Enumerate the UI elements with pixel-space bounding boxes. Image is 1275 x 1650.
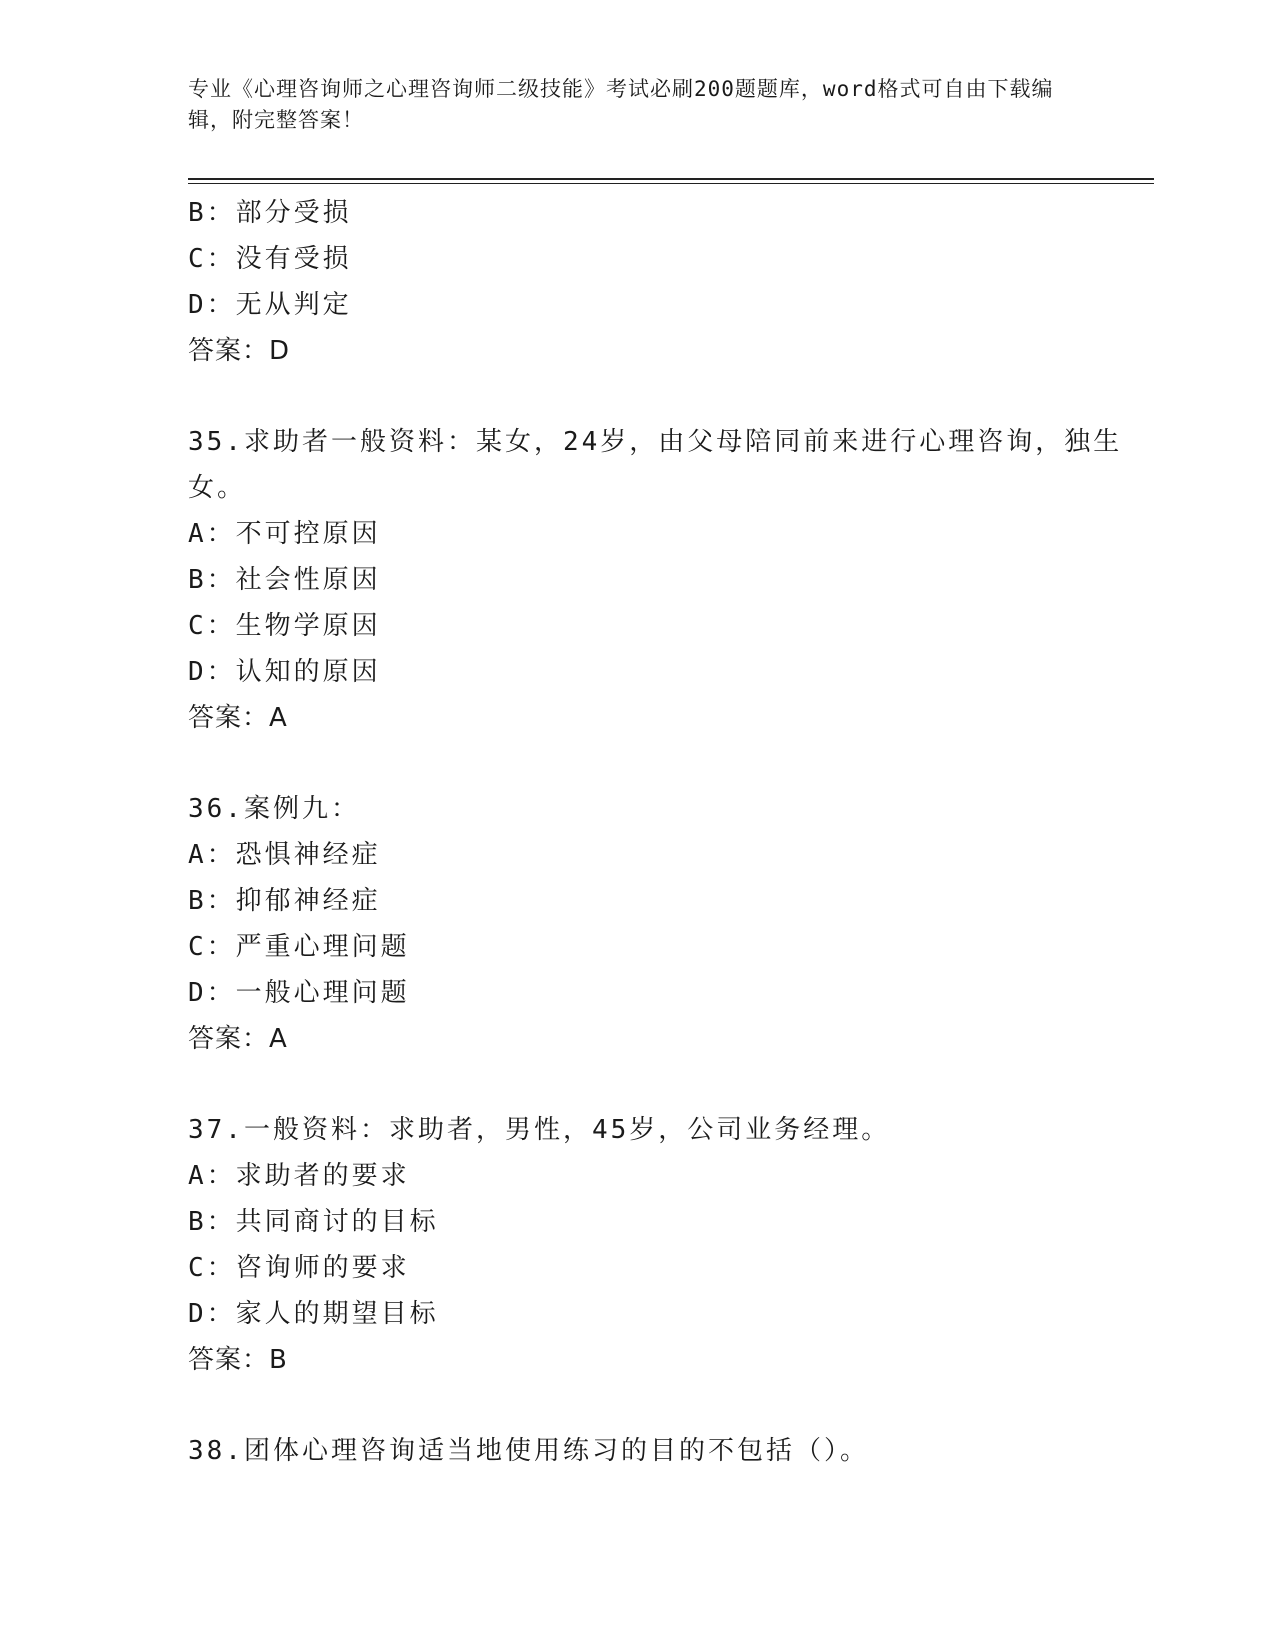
option-c: C：咨询师的要求 <box>188 1253 410 1283</box>
option-b: B：共同商讨的目标 <box>188 1207 439 1237</box>
option-d: D：家人的期望目标 <box>188 1299 439 1329</box>
option-d: D：无从判定 <box>188 290 352 320</box>
question-block-34 <box>188 190 1128 374</box>
question-list <box>188 190 1128 1474</box>
option-a: A：求助者的要求 <box>188 1161 410 1191</box>
question-block-37 <box>188 1107 1128 1383</box>
header-divider <box>188 178 1154 180</box>
answer-line: 答案：B <box>188 1345 288 1375</box>
answer-line: 答案：D <box>188 336 291 366</box>
header-divider-thin <box>188 183 1154 184</box>
option-b: B：部分受损 <box>188 198 352 228</box>
question-block-35 <box>188 419 1128 741</box>
document-header: 专业《心理咨询师之心理咨询师二级技能》考试必刷200题题库，word格式可自由下载编辑，附完整答案！ <box>188 77 1054 132</box>
option-b: B：抑郁神经症 <box>188 886 381 916</box>
question-stem: 36.案例九： <box>188 794 360 824</box>
option-c: C：生物学原因 <box>188 611 381 641</box>
question-block-38 <box>188 1428 1128 1474</box>
option-d: D：认知的原因 <box>188 657 381 687</box>
option-d: D：一般心理问题 <box>188 978 410 1008</box>
question-stem: 35.求助者一般资料：某女，24岁，由父母陪同前来进行心理咨询，独生女。 <box>188 427 1123 503</box>
option-c: C：严重心理问题 <box>188 932 410 962</box>
option-a: A：不可控原因 <box>188 519 381 549</box>
option-c: C：没有受损 <box>188 244 352 274</box>
option-a: A：恐惧神经症 <box>188 840 381 870</box>
option-b: B：社会性原因 <box>188 565 381 595</box>
answer-line: 答案：A <box>188 1024 288 1054</box>
question-stem: 38.团体心理咨询适当地使用练习的目的不包括（）。 <box>188 1436 869 1466</box>
answer-line: 答案：A <box>188 703 288 733</box>
question-stem: 37.一般资料：求助者，男性，45岁，公司业务经理。 <box>188 1115 891 1145</box>
question-block-36 <box>188 786 1128 1062</box>
